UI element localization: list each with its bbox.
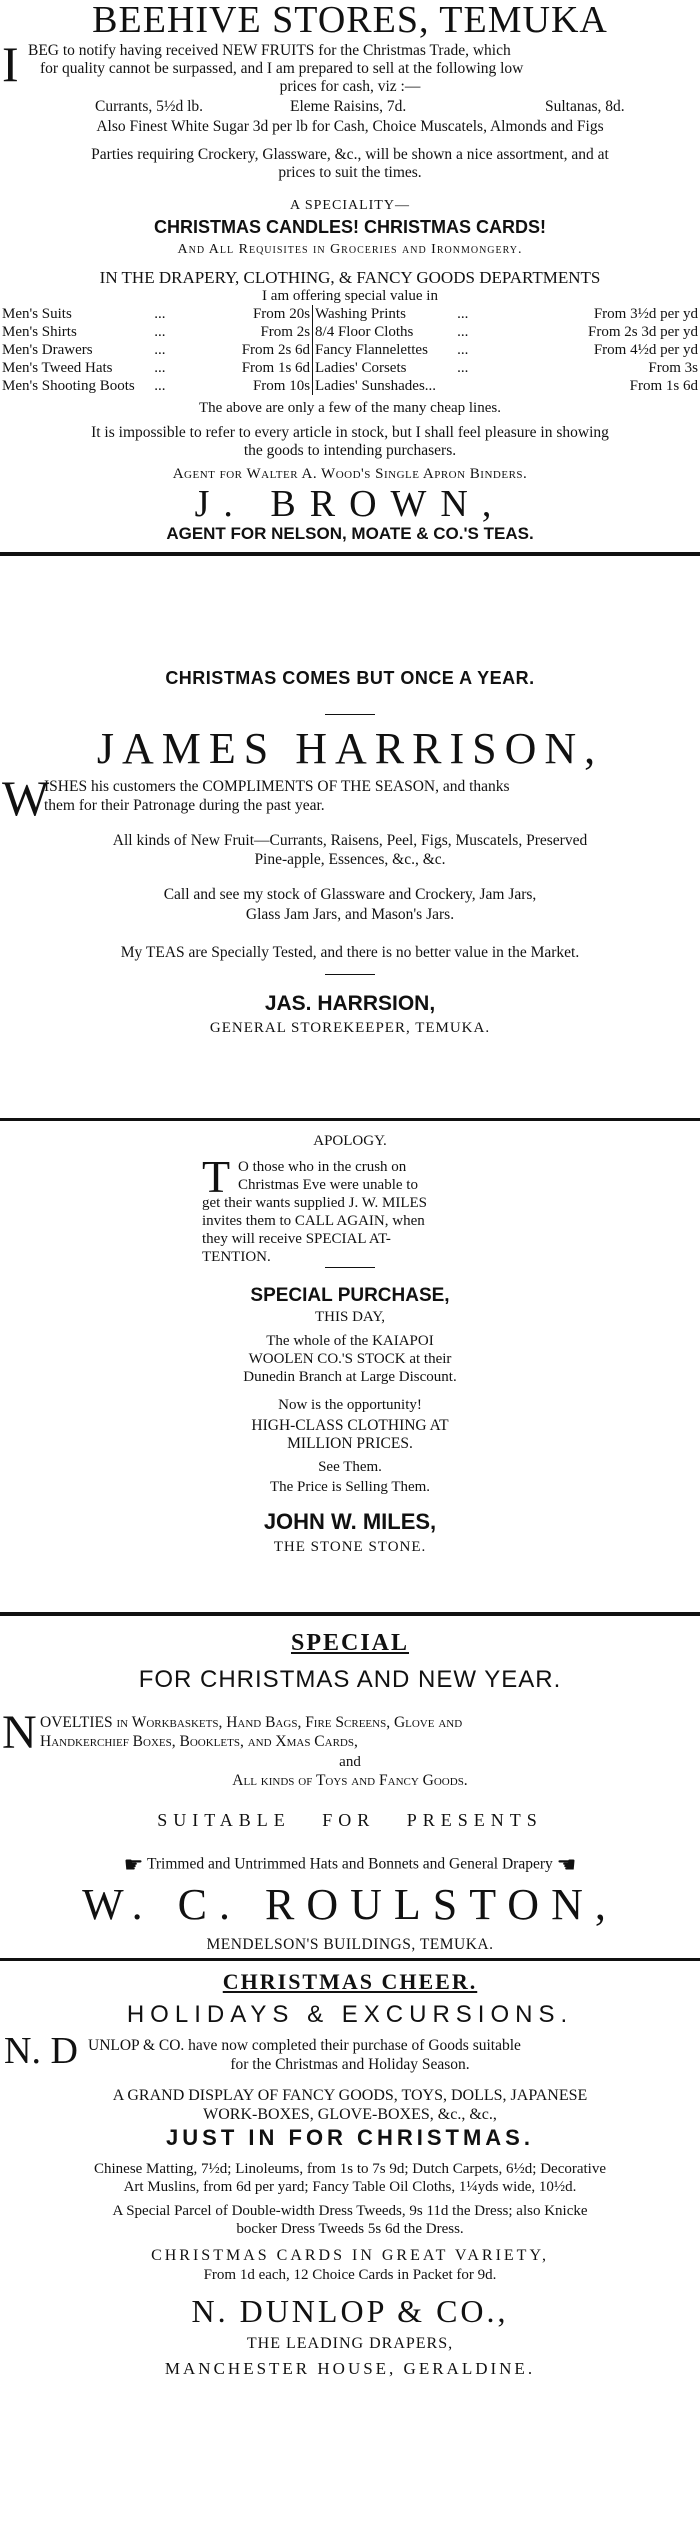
- beehive-title: BEEHIVE STORES, TEMUKA: [92, 0, 608, 41]
- price-table-cell: Men's Shirts: [2, 324, 77, 340]
- roulston-novelties-line-1: OVELTIES in Workbaskets, Hand Bags, Fire Screens, Glove and: [40, 1714, 463, 1731]
- price-table-cell: From 2s: [260, 324, 311, 340]
- price-table-cell: From 1s 6d: [241, 360, 311, 376]
- dunlop-cards-line-2: From 1d each, 12 Choice Cards in Packet for 9d.: [203, 2267, 497, 2283]
- harrison-teas: My TEAS are Specially Tested, and there is no better value in the Market.: [120, 944, 580, 961]
- price-table-cell: ...: [457, 342, 469, 358]
- harrison-dropcap: W: [2, 770, 50, 826]
- price-table-row: [0, 359, 700, 377]
- short-rule: [325, 714, 375, 715]
- price-table-cell: ...: [457, 324, 469, 340]
- miles-highclass-line-2: MILLION PRICES.: [287, 1435, 413, 1452]
- price-table-cell: ...: [154, 360, 166, 376]
- dunlop-cheer: CHRISTMAS CHEER.: [222, 1969, 478, 1994]
- miles-apology: APOLOGY.: [313, 1133, 387, 1149]
- dunlop-matting-line-2: Art Muslins, from 6d per yard; Fancy Table Oil Cloths, 1¼yds wide, 10½d.: [123, 2179, 577, 2195]
- price-table-row: [0, 323, 700, 341]
- price-table-cell: Men's Drawers: [2, 342, 93, 358]
- price-table-cell: From 4½d per yd: [593, 342, 698, 358]
- beehive-price-table: [0, 305, 700, 395]
- roulston-and: and: [339, 1754, 361, 1770]
- price-table-cell: Ladies' Corsets: [313, 359, 456, 377]
- price-sultanas: Sultanas, 8d.: [545, 98, 625, 115]
- miles-see-them: See Them.: [318, 1459, 382, 1475]
- price-table-cell: Washing Prints: [313, 305, 456, 323]
- beehive-drapery-heading: IN THE DRAPERY, CLOTHING, & FANCY GOODS DEPARTMENTS: [99, 268, 601, 287]
- roulston-novelties-line-2: Handkerchief Boxes, Booklets, and Xmas Cards,: [40, 1733, 358, 1750]
- harrison-wishes-line-2: them for their Patronage during the past year.: [44, 797, 325, 814]
- harrison-headline: CHRISTMAS COMES BUT ONCE A YEAR.: [165, 668, 535, 688]
- dunlop-holidays: HOLIDAYS & EXCURSIONS.: [126, 2001, 574, 2028]
- price-table-cell: From 3s: [648, 360, 698, 376]
- price-table-cell: ...: [154, 324, 166, 340]
- beehive-agent-wood: Agent for Walter A. Wood's Single Apron Binders.: [172, 466, 528, 482]
- dunlop-matting-line-1: Chinese Matting, 7½d; Linoleums, from 1s to 7s 9d; Dutch Carpets, 6½d; Decorative: [93, 2161, 606, 2177]
- dunlop-display-line-2: WORK-BOXES, GLOVE-BOXES, &c., &c.,: [203, 2106, 497, 2123]
- price-table-cell: Ladies' Sunshades...: [313, 377, 456, 395]
- dunlop-just-in: JUST IN FOR CHRISTMAS.: [166, 2125, 534, 2150]
- beehive-dropcap: I: [2, 36, 19, 92]
- roulston-dropcap: N: [2, 1706, 37, 1759]
- harrison-glass-line-2: Glass Jam Jars, and Mason's Jars.: [245, 906, 455, 923]
- beehive-sugar-line: Also Finest White Sugar 3d per lb for Cash, Choice Muscatels, Almonds and Figs: [96, 118, 604, 135]
- price-table-cell: ...: [457, 306, 469, 322]
- miles-apology-line-6: TENTION.: [202, 1249, 271, 1265]
- roulston-hats: Trimmed and Untrimmed Hats and Bonnets and General Drapery: [146, 1855, 553, 1873]
- dunlop-name: N. DUNLOP & CO.,: [191, 2293, 509, 2329]
- price-table-cell: 8/4 Floor Cloths: [313, 323, 456, 341]
- miles-name: JOHN W. MILES,: [263, 1509, 437, 1534]
- price-table-cell: Men's Shooting Boots: [2, 378, 135, 394]
- beehive-intro-line-2: for quality cannot be surpassed, and I am prepared to sell at the following low: [40, 60, 524, 77]
- miles-whole-line-1: The whole of the KAIAPOI: [266, 1333, 434, 1349]
- dunlop-house: MANCHESTER HOUSE, GERALDINE.: [164, 2359, 536, 2378]
- price-table-cell: From 3½d per yd: [593, 306, 698, 322]
- miles-opportunity: Now is the opportunity!: [278, 1397, 422, 1413]
- price-table-cell: Fancy Flannelettes: [313, 341, 456, 359]
- miles-price-selling: The Price is Selling Them.: [269, 1479, 431, 1495]
- dunlop-leading: THE LEADING DRAPERS,: [246, 2335, 454, 2352]
- beehive-crockery-line-1: Parties requiring Crockery, Glassware, &c., will be shown a nice assortment, and at: [91, 146, 609, 163]
- dunlop-initials: N. D: [4, 2030, 78, 2072]
- miles-apology-line-2: Christmas Eve were unable to: [238, 1177, 418, 1193]
- pointing-hand-right-icon: ☛: [123, 1852, 144, 1877]
- harrison-name: JAMES HARRISON,: [96, 724, 604, 773]
- dunlop-display-line-1: A GRAND DISPLAY OF FANCY GOODS, TOYS, DOLLS, JAPANESE: [112, 2087, 588, 2104]
- price-table-cell: ...: [457, 360, 469, 376]
- dunlop-tweeds-line-2: bocker Dress Tweeds 5s 6d the Dress.: [236, 2221, 464, 2237]
- miles-highclass-line-1: HIGH-CLASS CLOTHING AT: [251, 1417, 449, 1434]
- miles-whole-line-3: Dunedin Branch at Large Discount.: [243, 1369, 457, 1385]
- miles-this-day: THIS DAY,: [314, 1309, 386, 1325]
- beehive-candles-cards: CHRISTMAS CANDLES! CHRISTMAS CARDS!: [154, 217, 546, 237]
- miles-whole-line-2: WOOLEN CO.'S STOCK at their: [248, 1351, 452, 1367]
- harrison-sig-title: GENERAL STOREKEEPER, TEMUKA.: [209, 1020, 491, 1036]
- harrison-wishes-line-1: ISHES his customers the COMPLIMENTS OF THE SEASON, and thanks: [44, 778, 510, 795]
- beehive-crockery-line-2: prices to suit the times.: [278, 164, 422, 181]
- dunlop-intro-line-2: for the Christmas and Holiday Season.: [230, 2056, 470, 2073]
- beehive-offering: I am offering special value in: [262, 288, 438, 304]
- dunlop-cards-line-1: CHRISTMAS CARDS IN GREAT VARIETY,: [151, 2247, 549, 2264]
- price-table-cell: Men's Tweed Hats: [2, 360, 113, 376]
- short-rule: [325, 1267, 375, 1268]
- dunlop-tweeds-line-1: A Special Parcel of Double-width Dress Tweeds, 9s 11d the Dress; also Knicke: [112, 2203, 588, 2219]
- price-table-cell: ...: [154, 378, 166, 394]
- short-rule: [325, 974, 375, 975]
- roulston-toys: All kinds of Toys and Fancy Goods.: [232, 1772, 468, 1789]
- harrison-glass-line-1: Call and see my stock of Glassware and Crockery, Jam Jars,: [163, 886, 537, 903]
- beehive-speciality: A SPECIALITY—: [290, 198, 410, 213]
- beehive-impossible-line-2: the goods to intending purchasers.: [243, 442, 457, 459]
- price-table-cell: Men's Suits: [2, 306, 72, 322]
- harrison-fruit-line-2: Pine-apple, Essences, &c., &c.: [254, 851, 446, 868]
- beehive-intro-line-3: prices for cash, viz :—: [279, 78, 421, 95]
- miles-stone: THE STONE STONE.: [273, 1539, 427, 1555]
- miles-ad: [0, 1121, 700, 1621]
- miles-apology-line-5: they will receive SPECIAL AT-: [202, 1231, 391, 1247]
- price-table-row: [0, 341, 700, 359]
- price-currants: Currants, 5½d lb.: [95, 98, 204, 115]
- price-raisins: Eleme Raisins, 7d.: [290, 98, 407, 115]
- beehive-name: J. BROWN,: [194, 483, 506, 525]
- miles-apology-line-3: get their wants supplied J. W. MILES: [202, 1195, 427, 1211]
- miles-special-purchase: SPECIAL PURCHASE,: [250, 1285, 450, 1306]
- miles-apology-line-4: invites them to CALL AGAIN, when: [202, 1213, 425, 1229]
- harrison-sig-name: JAS. HARRSION,: [264, 992, 436, 1015]
- roulston-name: W. C. ROULSTON,: [82, 1880, 618, 1929]
- harrison-ad: [0, 556, 700, 1116]
- roulston-headline: FOR CHRISTMAS AND NEW YEAR.: [138, 1666, 562, 1693]
- beehive-impossible-line-1: It is impossible to refer to every article in stock, but I shall feel pleasure in showing: [91, 424, 609, 441]
- dunlop-ad: [0, 1961, 700, 2538]
- beehive-agent-teas: AGENT FOR NELSON, MOATE & CO.'S TEAS.: [166, 524, 534, 543]
- price-table-row: [0, 377, 700, 395]
- dunlop-intro-line-1: UNLOP & CO. have now completed their purchase of Goods suitable: [88, 2037, 521, 2054]
- roulston-hats-line: [0, 1852, 700, 1878]
- harrison-fruit-line-1: All kinds of New Fruit—Currants, Raisens, Peel, Figs, Muscatels, Preserved: [112, 832, 588, 849]
- price-table-cell: From 1s 6d: [629, 378, 698, 394]
- miles-dropcap: T: [202, 1151, 231, 1202]
- price-table-cell: From 2s 6d: [241, 342, 311, 358]
- beehive-intro-line-1: BEG to notify having received NEW FRUITS for the Christmas Trade, which: [28, 42, 511, 59]
- price-table-row: [0, 305, 700, 323]
- price-table-cell: ...: [154, 306, 166, 322]
- miles-apology-line-1: O those who in the crush on: [238, 1159, 407, 1175]
- roulston-special: SPECIAL: [290, 1630, 410, 1656]
- price-table-cell: From 2s 3d per yd: [588, 324, 698, 340]
- beehive-stores-ad: [0, 0, 700, 546]
- roulston-buildings: MENDELSON'S BUILDINGS, TEMUKA.: [206, 1936, 494, 1953]
- price-table-cell: [455, 377, 496, 395]
- beehive-few-lines: The above are only a few of the many cheap lines.: [199, 400, 501, 416]
- price-table-cell: ...: [154, 342, 166, 358]
- pointing-hand-left-icon: ☚: [556, 1852, 577, 1877]
- price-table-cell: From 10s: [252, 378, 311, 394]
- beehive-requisites: And All Requisites in Groceries and Ironmongery.: [177, 242, 523, 257]
- price-table-cell: From 20s: [252, 306, 311, 322]
- roulston-suitable: SUITABLE FOR PRESENTS: [157, 1810, 543, 1830]
